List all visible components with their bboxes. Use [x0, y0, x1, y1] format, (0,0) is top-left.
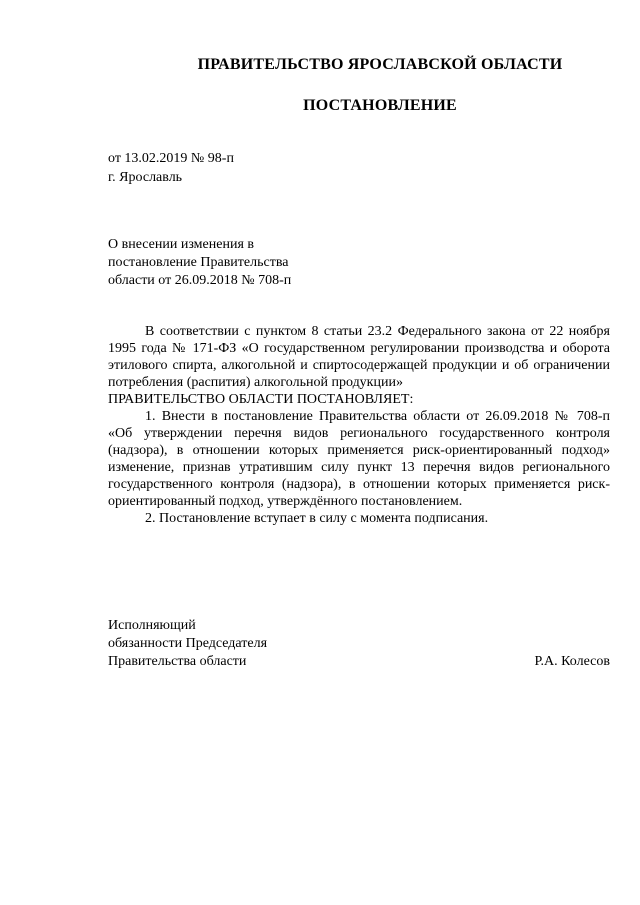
document-body — [108, 323, 610, 527]
signatory-title-line: обязанности Председателя — [108, 636, 268, 651]
document-subject — [108, 236, 328, 290]
signatory-name: Р.А. Колесов — [534, 654, 610, 669]
subject-line: постановление Правительства — [108, 255, 289, 270]
preamble-paragraph: В соответствии с пунктом 8 статьи 23.2 Федерального закона от 22 ноября 1995 года № 171-ФЗ «О государственном регулировании производства и оборота этилового спирта, алкогольной и спиртосодержащей продукции и об ограничении потребления (распития) алкогольной продукции» — [108, 324, 610, 390]
decree-item-2: 2. Постановление вступает в силу с момента подписания. — [145, 511, 489, 526]
government-title: ПРАВИТЕЛЬСТВО ЯРОСЛАВСКОЙ ОБЛАСТИ — [197, 56, 563, 73]
document-type-title: ПОСТАНОВЛЕНИЕ — [303, 97, 457, 114]
signature-block — [108, 617, 610, 671]
decree-item-1: 1. Внести в постановление Правительства области от 26.09.2018 № 708-п «Об утверждении перечня видов регионального государственного контроля (надзора), в отношении которых применяется риск-ориентированный подход» изменение, признав утратившим силу пункт 13 перечня видов регионального государственного контроля (надзора), в отношении которых применяется риск-ориентированный подход, утверждённого постановлением. — [108, 409, 610, 509]
signatory-title-line: Правительства области — [108, 654, 247, 669]
document-date-number: от 13.02.2019 № 98-п — [108, 151, 234, 166]
document-city: г. Ярославль — [108, 170, 183, 185]
signatory-title-line: Исполняющий — [108, 618, 196, 633]
decree-statement: ПРАВИТЕЛЬСТВО ОБЛАСТИ ПОСТАНОВЛЯЕТ: — [108, 392, 414, 407]
subject-line: области от 26.09.2018 № 708-п — [108, 273, 292, 288]
subject-line: О внесении изменения в — [108, 237, 254, 252]
